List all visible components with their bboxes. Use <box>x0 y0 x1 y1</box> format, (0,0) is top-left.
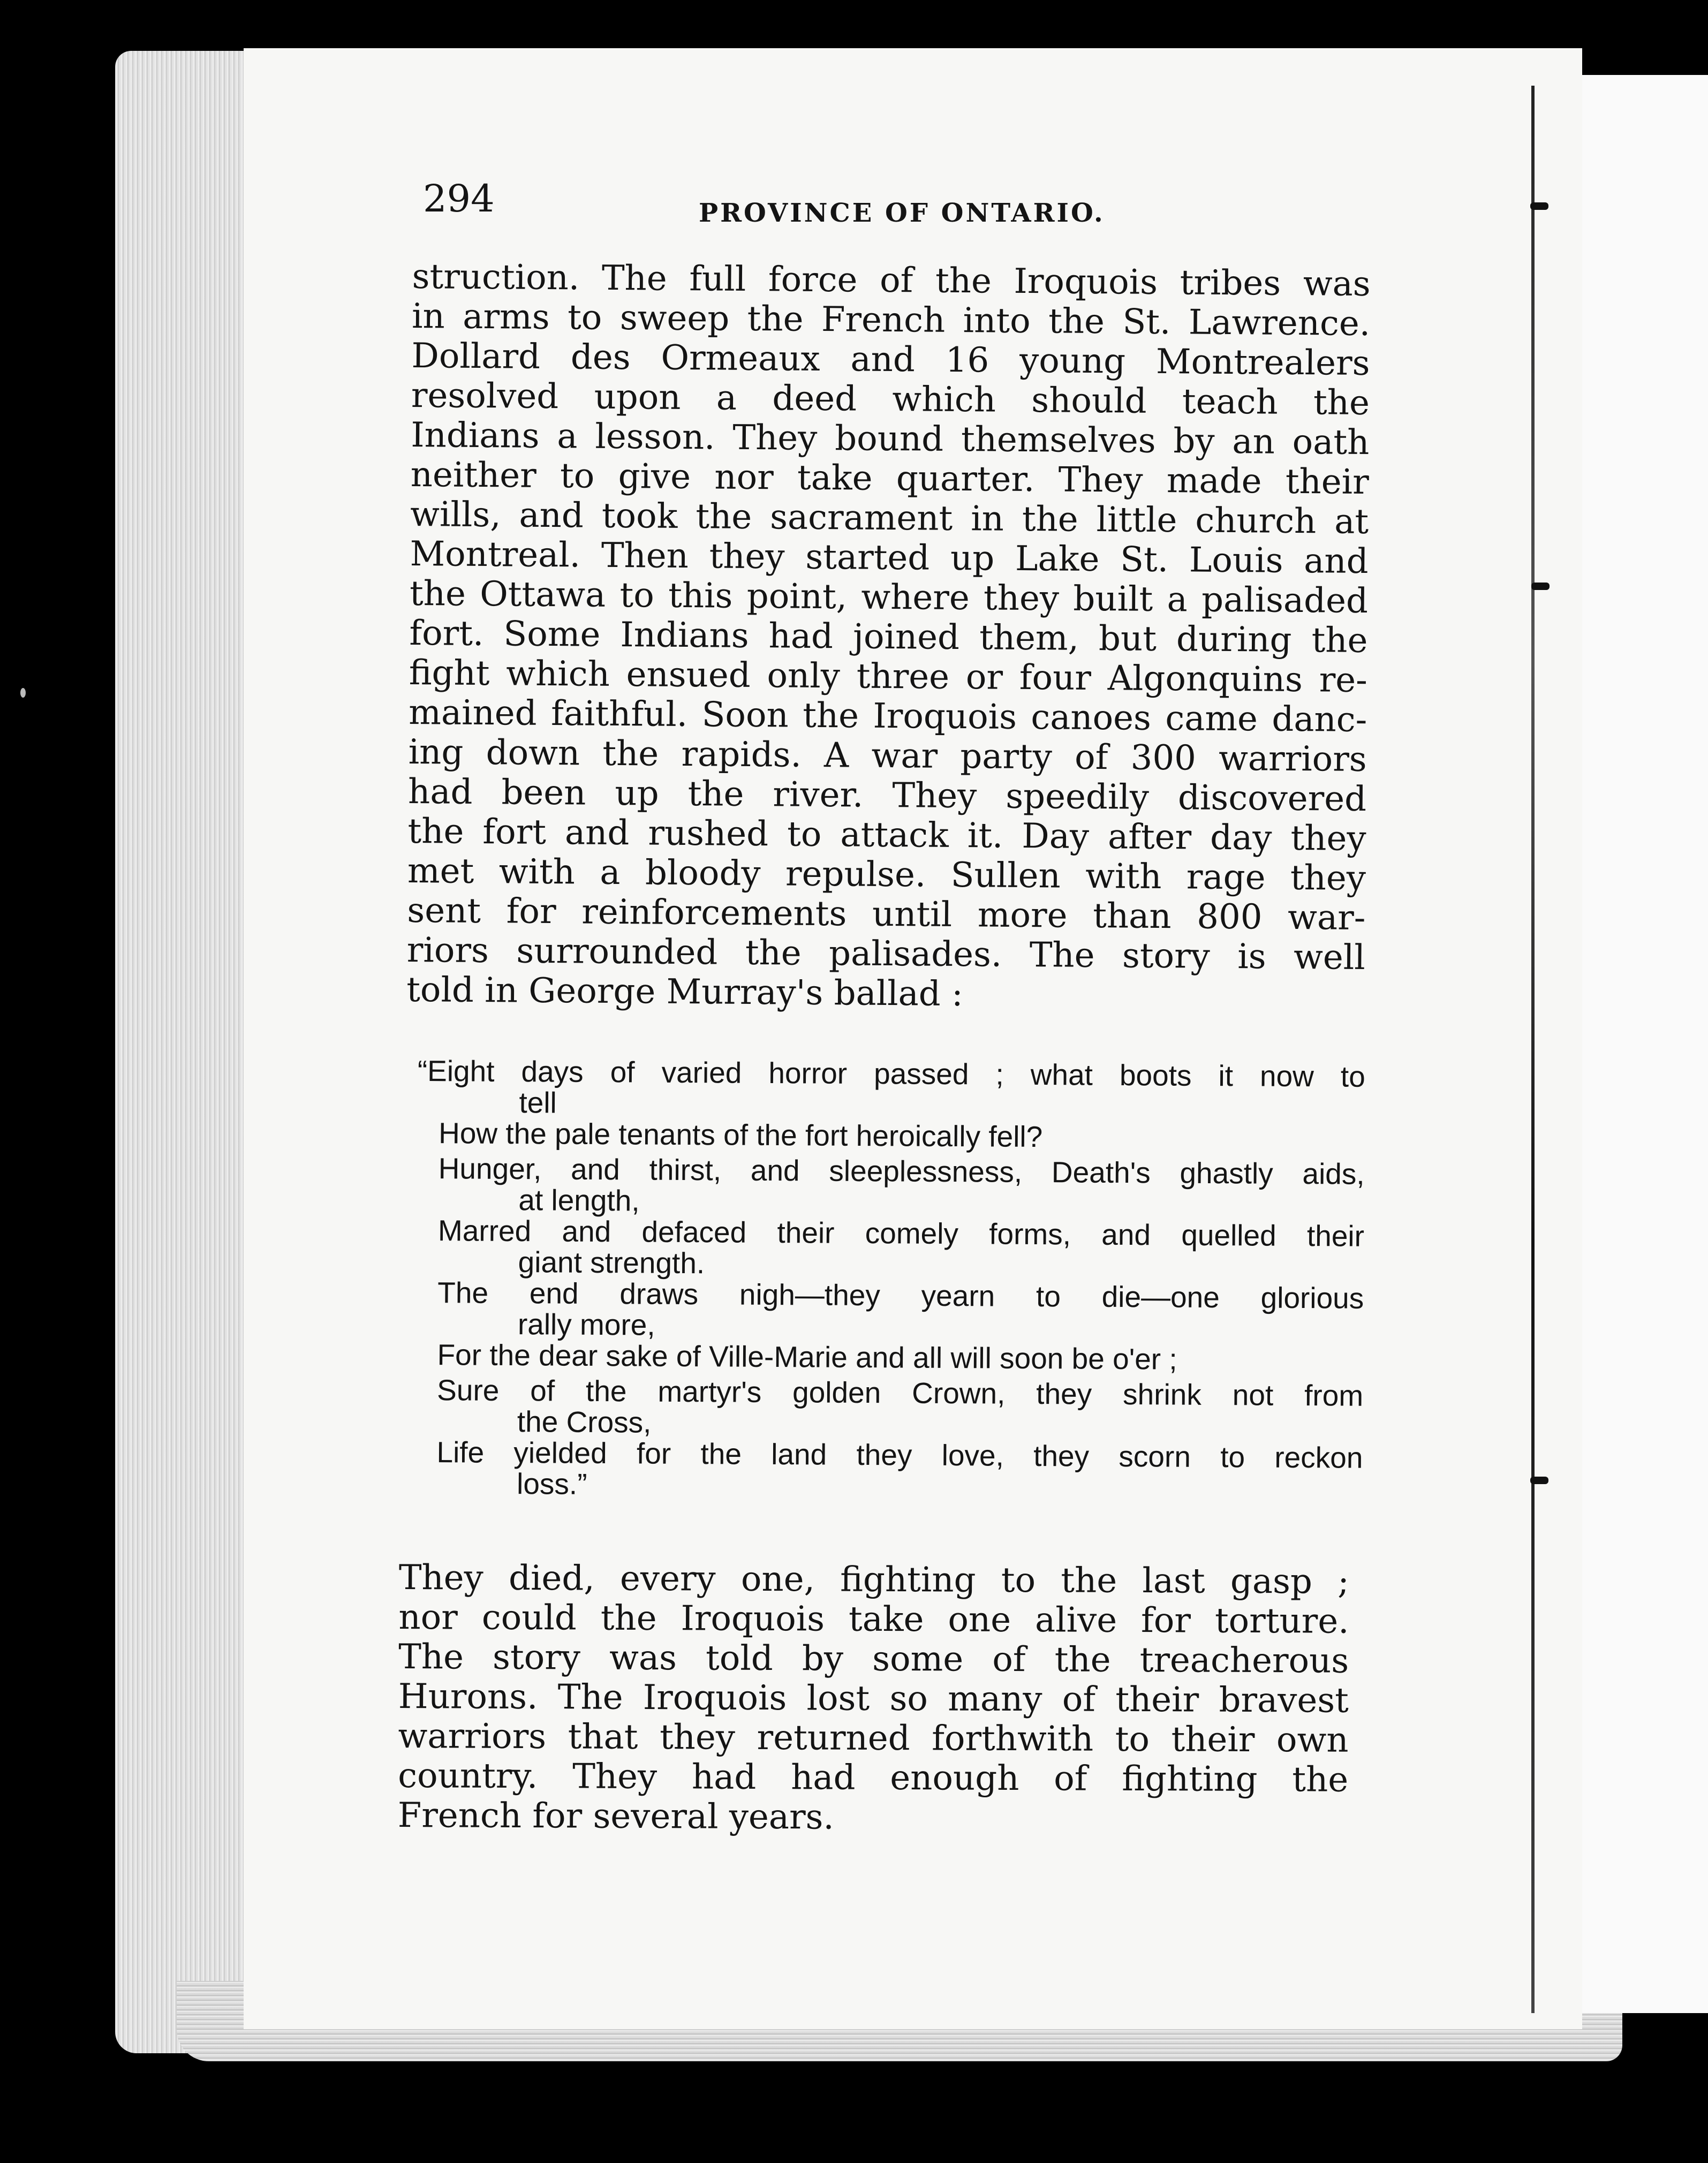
text-line: country. They had had enough of fighting the <box>398 1756 1349 1800</box>
binding-thread-mark <box>1530 202 1548 210</box>
verse-line <box>420 1436 1363 1504</box>
verse-turnover: at length, <box>518 1183 640 1217</box>
text-line: struction. The full force of the Iroquois tribes was <box>412 257 1371 305</box>
verse-line <box>421 1374 1364 1442</box>
verse-line <box>422 1117 1365 1155</box>
verse-line-text: The end draws nigh—they yearn to die—one glorious <box>437 1276 1364 1315</box>
text-line: riors surrounded the palisades. The story is well <box>406 930 1366 978</box>
book-page-edges-left <box>115 51 254 2053</box>
text-line: fight which ensued only three or four Algonquins re- <box>409 653 1368 701</box>
text-line: Montreal. Then they started up Lake St. Louis and <box>410 534 1369 582</box>
verse-line <box>421 1338 1363 1377</box>
verse-turnover: rally more, <box>517 1307 655 1342</box>
text-line: Indians a lesson. They bound themselves by an oath <box>411 415 1370 463</box>
text-line: ing down the rapids. A war party of 300 warriors <box>408 732 1367 780</box>
text-line: nor could the Iroquois take one alive for torture. <box>398 1597 1349 1642</box>
verse-line-text: Marred and defaced their comely forms, and quelled their <box>437 1214 1365 1253</box>
text-line: The story was told by some of the treacherous <box>398 1637 1349 1681</box>
text-line: fort. Some Indians had joined them, but during the <box>409 613 1368 661</box>
verse-turnover: the Cross, <box>517 1405 652 1439</box>
text-line: sent for reinforcements until more than 800 war- <box>407 890 1366 939</box>
text-line: wills, and took the sacrament in the little church at <box>410 494 1369 542</box>
ballad-verse <box>417 1054 1365 1504</box>
text-line: the Ottawa to this point, where they built a palisaded <box>409 573 1369 622</box>
text-line: French for several years. <box>397 1795 834 1837</box>
page-number: 294 <box>423 177 495 221</box>
verse-line-text: Life yielded for the land they love, they scorn to reckon <box>436 1435 1363 1474</box>
text-line: told in George Murray's ballad : <box>406 970 964 1015</box>
text-line: met with a bloody repulse. Sullen with rage they <box>407 851 1366 899</box>
verse-line <box>421 1214 1364 1282</box>
verse-line-text: Hunger, and thirst, and sleeplessness, Death's ghastly aids, <box>438 1152 1365 1191</box>
verse-line-text: How the pale tenants of the fort heroically fell? <box>438 1116 1043 1154</box>
verse-line <box>422 1152 1365 1220</box>
verse-line-text: For the dear sake of Ville-Marie and all will soon be o'er ; <box>437 1338 1177 1376</box>
text-line: neither to give nor take quarter. They made their <box>410 455 1370 503</box>
verse-turnover: loss.” <box>516 1467 587 1501</box>
paragraph-2 <box>398 1558 1349 1840</box>
paragraph-1 <box>406 257 1371 1017</box>
text-line: Hurons. The Iroquois lost so many of their bravest <box>398 1676 1349 1721</box>
verse-line-text: Sure of the martyr's golden Crown, they shrink not from <box>436 1373 1364 1412</box>
text-line: resolved upon a deed which should teach the <box>411 375 1370 423</box>
text-line: mained faithful. Soon the Iroquois canoes came danc- <box>409 692 1367 740</box>
text-line: had been up the river. They speedily discovered <box>407 772 1367 820</box>
scan-speck <box>20 688 26 698</box>
text-line: They died, every one, fighting to the last gasp ; <box>398 1558 1349 1602</box>
verse-line <box>417 1054 1365 1123</box>
binding-thread-mark <box>1530 1477 1548 1484</box>
text-line: in arms to sweep the French into the St. Lawrence. <box>411 296 1371 344</box>
text-line: the fort and rushed to attack it. Day after day they <box>407 811 1366 859</box>
verse-line <box>421 1276 1364 1344</box>
running-head: PROVINCE OF ONTARIO. <box>699 198 1105 228</box>
binding-gutter-line <box>1531 86 1535 2013</box>
verse-line-text: “Eight days of varied horror passed ; what boots it now to <box>417 1054 1365 1093</box>
verse-turnover: giant strength. <box>518 1245 705 1280</box>
verse-turnover: tell <box>519 1086 557 1120</box>
binding-thread-mark <box>1531 583 1550 590</box>
text-line: Dollard des Ormeaux and 16 young Montrealers <box>411 336 1370 384</box>
text-line: warriors that they returned forthwith to their own <box>398 1716 1349 1760</box>
